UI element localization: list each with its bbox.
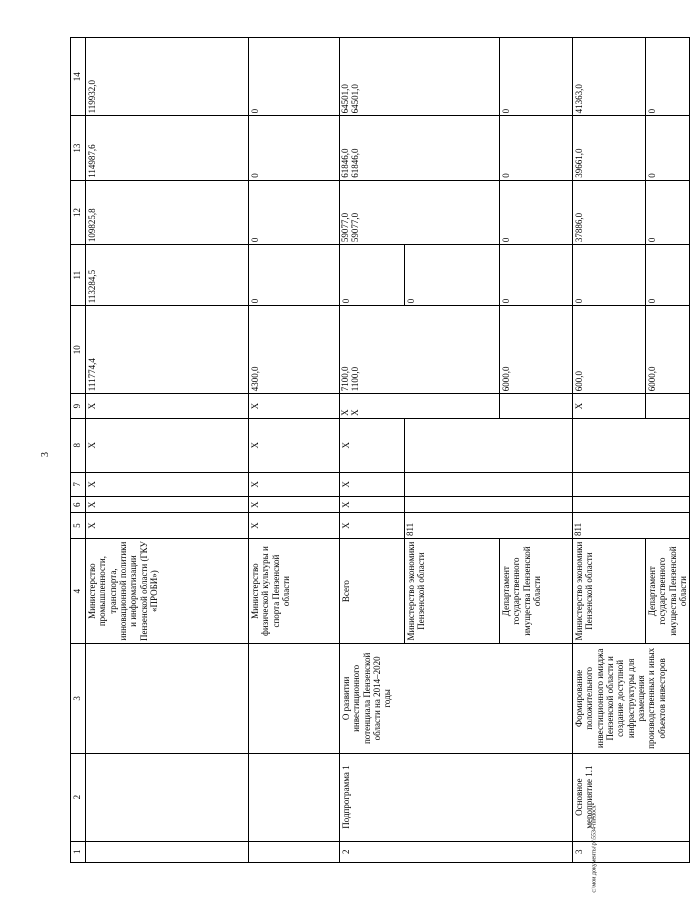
- code-cell: [405, 418, 573, 472]
- amount-cell: 109825,8: [86, 180, 249, 244]
- table-row: [249, 38, 340, 863]
- amount-cell: 0: [340, 245, 405, 306]
- column-number: 6: [71, 497, 86, 513]
- code-cell: Х: [249, 513, 340, 539]
- code-cell: Х: [86, 394, 249, 419]
- code-value: 811: [405, 522, 415, 537]
- column-number: 13: [71, 116, 86, 180]
- amount-cell: 41363,0: [573, 38, 646, 116]
- code-cell: Х: [86, 418, 249, 472]
- program-title-cell: [249, 644, 340, 753]
- code-cell: [405, 497, 573, 513]
- code-cell-merged: [573, 513, 690, 539]
- table-row: [573, 38, 646, 863]
- code-cell: Х: [86, 497, 249, 513]
- column-number: 5: [71, 513, 86, 539]
- code-cell: [500, 394, 573, 419]
- amount-value: 61846,0: [350, 148, 361, 178]
- amount-cell: 600,0: [573, 306, 646, 394]
- amount-value: 59077,0: [340, 212, 350, 243]
- name-cell: [86, 753, 249, 841]
- executor-cell: Министерство экономики Пензенской области: [405, 539, 500, 644]
- code-cell: [405, 472, 573, 497]
- amount-cell: 0: [405, 245, 500, 306]
- code-cell: Х: [573, 394, 646, 419]
- amount-value: 64501,0: [350, 84, 361, 114]
- column-number: 8: [71, 418, 86, 472]
- amount-cell: 111774,4: [86, 306, 249, 394]
- amount-cell: 37886,0: [573, 180, 646, 244]
- measure-name-cell: Основное мероприятие 1.1: [573, 753, 690, 841]
- row-number-cell: [86, 841, 249, 862]
- amount-cell: 0: [500, 245, 573, 306]
- amount-cell: 0: [500, 116, 573, 180]
- column-number: 10: [71, 306, 86, 394]
- code-cell: Х: [340, 513, 405, 539]
- page-number: 3: [39, 451, 51, 457]
- program-title-cell: [86, 644, 249, 753]
- amount-cell-merged: [340, 116, 500, 180]
- column-number: 14: [71, 38, 86, 116]
- code-cell: Х: [249, 497, 340, 513]
- amount-value: 64501,0: [340, 84, 350, 114]
- column-number: 12: [71, 180, 86, 244]
- amount-cell: 0: [646, 116, 690, 180]
- amount-cell: 0: [573, 245, 646, 306]
- code-cell-merged: [405, 513, 573, 539]
- row-number-cell: [249, 841, 340, 862]
- amount-cell: 4300,0: [249, 306, 340, 394]
- executor-cell: Министерство промышленности, транспорта, инновационной политики и информатизации Пензенской области (ГКУ «ПРОБИ»): [86, 539, 249, 644]
- subprogram-title-cell: О развитии инвестиционного потенциала Пензенской области на 2014–2020 годы: [340, 644, 573, 753]
- code-cell: [646, 394, 690, 419]
- code-cell: Х: [249, 472, 340, 497]
- budget-table: [70, 37, 690, 893]
- code-value: Х: [340, 409, 350, 416]
- table-row: [340, 38, 405, 863]
- amount-cell: 0: [646, 38, 690, 116]
- code-value: Х: [350, 409, 361, 416]
- amount-cell-merged: [340, 306, 500, 394]
- code-cell: Х: [340, 497, 405, 513]
- column-number: 2: [71, 753, 86, 841]
- executor-cell: Департамент государственного имущества Пензенской области: [646, 539, 690, 644]
- amount-cell: 0: [249, 180, 340, 244]
- amount-cell: 114987,6: [86, 116, 249, 180]
- executor-cell: Департамент государственного имущества Пензенской области: [500, 539, 573, 644]
- code-cell-merged: [340, 394, 500, 419]
- code-cell: Х: [340, 418, 405, 472]
- code-cell: [573, 472, 690, 497]
- amount-cell: 6000,0: [500, 306, 573, 394]
- code-value: 811: [573, 522, 583, 537]
- amount-cell-merged: [340, 180, 500, 244]
- column-number: 4: [71, 539, 86, 644]
- column-number: 9: [71, 394, 86, 419]
- amount-cell: 0: [646, 180, 690, 244]
- column-number: 11: [71, 245, 86, 306]
- executor-cell: Министерство экономики Пензенской области: [573, 539, 646, 644]
- measure-title-cell: Формирование положительного инвестиционного имиджа Пензенской области и создание доступной инфраструктуры для размещения производственных и иных объектов инвесторов: [573, 644, 690, 753]
- code-cell: Х: [86, 472, 249, 497]
- code-cell: Х: [249, 418, 340, 472]
- row-number-cell: 2: [340, 841, 573, 862]
- amount-cell: 0: [646, 245, 690, 306]
- name-cell: [249, 753, 340, 841]
- column-number: 3: [71, 644, 86, 753]
- code-cell: [573, 497, 690, 513]
- amount-cell: 0: [249, 245, 340, 306]
- code-cell: [573, 418, 690, 472]
- footer-file-path: c:\мои документы\pl\5534-пп.docx: [592, 805, 598, 893]
- code-cell: Х: [340, 472, 405, 497]
- amount-cell: 0: [249, 116, 340, 180]
- executor-cell: Всего: [340, 539, 405, 644]
- amount-cell: 119932,0: [86, 38, 249, 116]
- table-row: [86, 38, 249, 863]
- amount-value: 61846,0: [340, 148, 350, 178]
- amount-cell: 39661,0: [573, 116, 646, 180]
- amount-value: 1100,0: [350, 366, 361, 392]
- amount-cell-merged: [340, 38, 500, 116]
- amount-value: 7100,0: [340, 366, 350, 392]
- column-number: 7: [71, 472, 86, 497]
- amount-cell: 0: [500, 38, 573, 116]
- column-number-row: [71, 38, 86, 863]
- row-number-cell: 3: [573, 841, 690, 862]
- executor-cell: Министерство физической культуры и спорта Пензенской области: [249, 539, 340, 644]
- amount-cell: 113284,5: [86, 245, 249, 306]
- code-cell: Х: [86, 513, 249, 539]
- code-cell: Х: [249, 394, 340, 419]
- amount-cell: 6000,0: [646, 306, 690, 394]
- amount-cell: 0: [249, 38, 340, 116]
- column-number: 1: [71, 841, 86, 862]
- amount-cell: 0: [500, 180, 573, 244]
- subprogram-name-cell: Подпрограмма 1: [340, 753, 573, 841]
- amount-value: 59077,0: [350, 212, 361, 243]
